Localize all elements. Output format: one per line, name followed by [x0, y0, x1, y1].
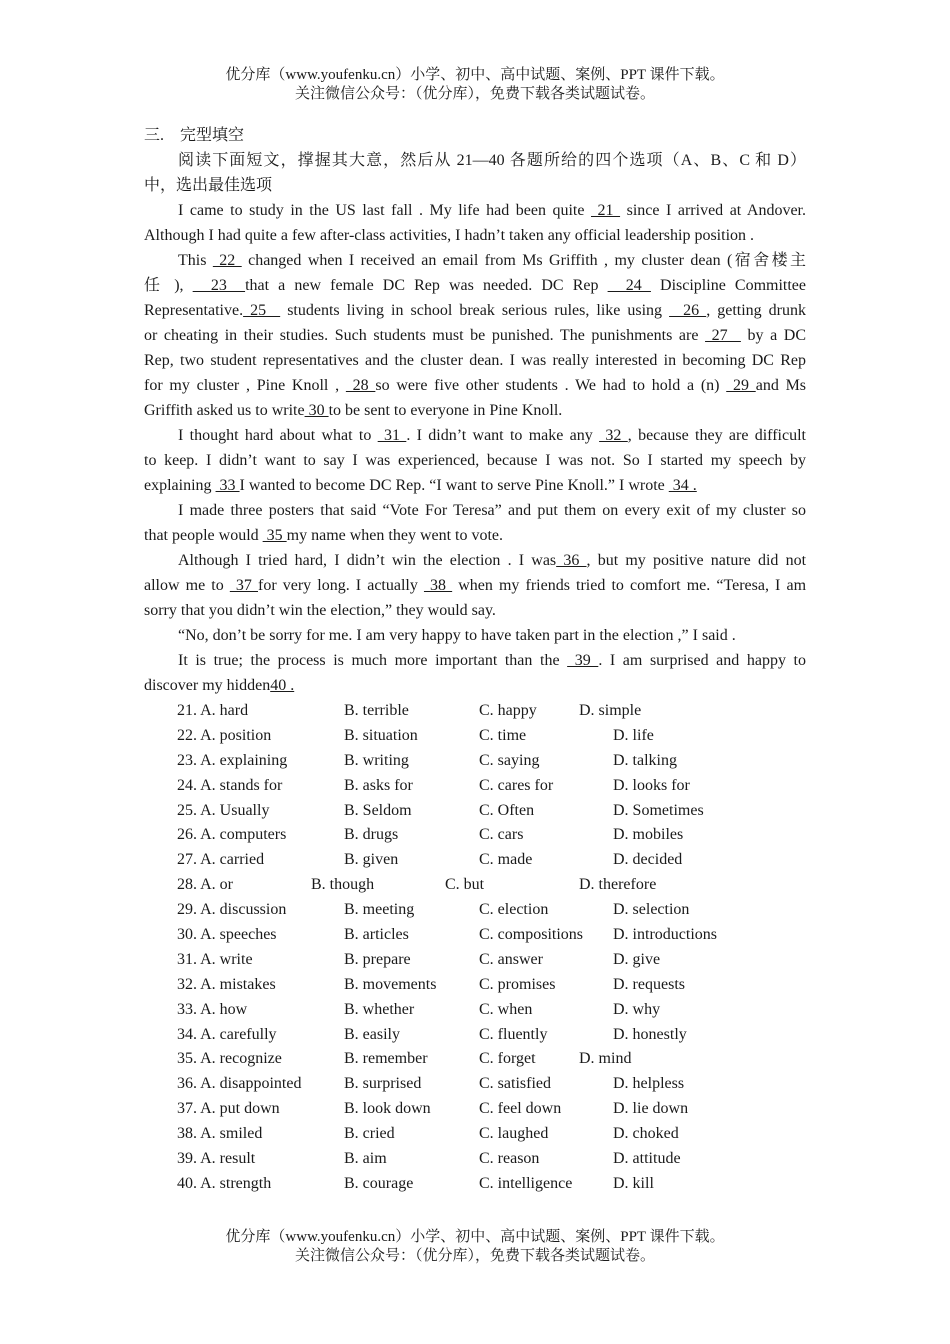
option-d: D. why [613, 1000, 661, 1018]
option-b: B. remember [344, 1050, 428, 1068]
option-row [144, 1071, 806, 1096]
option-row [144, 972, 806, 997]
passage-line [144, 198, 806, 223]
option-c: C. time [479, 726, 527, 744]
passage-text: I came to study in the US last fall . My life had been quite [178, 202, 591, 219]
option-d: D. lie down [613, 1100, 689, 1118]
option-b: B. easily [344, 1025, 400, 1043]
option-row [144, 922, 806, 947]
blank: 37 [229, 577, 258, 594]
option-d: D. mind [579, 1050, 632, 1068]
option-row [144, 1096, 806, 1121]
blank: 34 . [668, 477, 697, 494]
option-c: C. laughed [479, 1125, 549, 1143]
header-line-2: 关注微信公众号：（优分库），免费下载各类试题试卷。 [294, 86, 655, 102]
passage-text: I wanted to become DC Rep. “I want to serve Pine Knoll.” I wrote [239, 477, 669, 494]
option-d: D. selection [613, 901, 690, 919]
option-row [144, 773, 806, 798]
passage-text: that a new female DC Rep was needed. DC Rep [245, 277, 608, 294]
option-b: B. situation [344, 726, 418, 744]
option-c: C. reason [479, 1150, 540, 1168]
passage-text: Griffith asked us to write [144, 402, 305, 419]
option-row [144, 897, 806, 922]
blank: 25 [243, 302, 281, 319]
blank: 39 [567, 652, 599, 669]
option-d: D. give [613, 950, 661, 968]
option-row [144, 847, 806, 872]
passage-line [144, 373, 806, 398]
option-c: C. compositions [479, 926, 584, 944]
blank: 21 [591, 202, 621, 219]
option-c: C. feel down [479, 1100, 562, 1118]
option-c: C. forget [479, 1050, 536, 1068]
option-d: D. honestly [613, 1025, 687, 1043]
option-a: 31. A. write [177, 950, 253, 968]
option-a: 21. A. hard [177, 702, 249, 719]
passage-text: discover my hidden [144, 677, 271, 694]
passage-line [144, 273, 806, 298]
passage-text: when my friends tried to comfort me. “Teresa, I am [452, 577, 807, 594]
option-d: D. mobiles [613, 826, 684, 844]
passage-line [144, 623, 806, 648]
option-c: C. happy [479, 702, 537, 719]
passage-text: that people would [144, 527, 263, 544]
option-b: B. cried [344, 1125, 395, 1143]
passage-text: I thought hard about what to [178, 427, 378, 444]
option-c: C. Often [479, 801, 535, 819]
option-c: C. saying [479, 751, 540, 769]
option-row [144, 698, 806, 723]
option-b: B. Seldom [344, 801, 412, 819]
passage-line [144, 398, 806, 423]
option-row [144, 798, 806, 823]
option-a: 36. A. disappointed [177, 1075, 302, 1093]
option-row [144, 1046, 806, 1071]
option-row [144, 822, 806, 847]
header-line-1: 优分库（www.youfenku.cn）小学、初中、高中试题、案例、PPT 课件下载。 [225, 67, 725, 83]
passage-text: students living in school break serious rules, like using [280, 302, 670, 319]
option-a: 38. A. smiled [177, 1125, 263, 1143]
passage-text: changed when I received an email from Ms Griffith , my cluster dean (宿舍楼主 [241, 252, 806, 269]
passage-line [144, 298, 806, 323]
passage-text: . I didn’t want to make any [406, 427, 600, 444]
option-a: 27. A. carried [177, 851, 265, 869]
option-b: B. drugs [344, 826, 399, 844]
option-c: C. intelligence [479, 1174, 573, 1192]
option-d: D. requests [613, 975, 685, 993]
passage-line [144, 598, 806, 623]
page-header [0, 66, 950, 104]
option-d: D. therefore [579, 876, 657, 894]
option-d: D. kill [613, 1174, 654, 1192]
passage-text: , because they are difficult [627, 427, 806, 444]
option-b: B. courage [344, 1174, 414, 1192]
option-b: B. though [311, 876, 375, 894]
passage-text: , getting drunk [706, 302, 807, 319]
instruction-line-1: 阅读下面短文，撑握其大意，然后从 21—40 各题所给的四个选项（A、B、C 和 D） [178, 152, 806, 169]
option-b: B. given [344, 851, 399, 869]
passage-text: . I am surprised and happy to [598, 652, 807, 669]
passage-text: , but my positive nature did not [586, 552, 807, 569]
blank: 33 [215, 477, 240, 494]
blank: 38 [423, 577, 453, 594]
option-c: C. answer [479, 950, 543, 968]
passage-text: It is true; the process is much more important than the [178, 652, 568, 669]
passage-text: to be sent to everyone in Pine Knoll. [328, 402, 563, 419]
option-row [144, 748, 806, 773]
option-a: 26. A. computers [177, 826, 287, 844]
option-d: D. introductions [613, 926, 717, 944]
passage-text: for very long. I actually [258, 577, 424, 594]
blank: 22 [212, 252, 242, 269]
option-c: C. promises [479, 975, 556, 993]
passage-text: for my cluster , Pine Knoll , [144, 377, 346, 394]
option-a: 24. A. stands for [177, 776, 283, 794]
option-d: D. simple [579, 702, 642, 719]
option-a: 25. A. Usually [177, 801, 270, 819]
passage-text: to keep. I didn’t want to say I was experienced, because I was not. So I started my speech by [144, 452, 806, 469]
passage-text: and Ms [755, 377, 807, 394]
option-b: B. writing [344, 751, 409, 769]
passage-line [144, 223, 806, 248]
option-a: 37. A. put down [177, 1100, 280, 1118]
option-c: C. made [479, 851, 533, 869]
option-row [144, 723, 806, 748]
option-b: B. asks for [344, 776, 413, 794]
option-b: B. terrible [344, 702, 409, 719]
option-a: 29. A. discussion [177, 901, 287, 919]
footer-line-1: 优分库（www.youfenku.cn）小学、初中、高中试题、案例、PPT 课件下载。 [225, 1229, 725, 1245]
option-b: B. surprised [344, 1075, 422, 1093]
option-b: B. meeting [344, 901, 415, 919]
option-row [144, 1121, 806, 1146]
option-a: 33. A. how [177, 1000, 248, 1018]
blank: 27 [705, 327, 741, 344]
cloze-section [144, 123, 806, 1196]
option-c: C. fluently [479, 1025, 548, 1043]
passage-text: Representative. [144, 302, 244, 319]
option-d: D. choked [613, 1125, 679, 1143]
option-b: B. look down [344, 1100, 431, 1118]
option-row [144, 872, 806, 897]
option-row [144, 1171, 806, 1196]
option-row [144, 947, 806, 972]
option-b: B. whether [344, 1000, 415, 1018]
passage-line [144, 248, 806, 273]
passage-text: Although I tried hard, I didn’t win the election . I was [178, 552, 557, 569]
blank: 31 [377, 427, 407, 444]
option-b: B. articles [344, 926, 409, 944]
option-c: C. satisfied [479, 1075, 551, 1093]
passage-line [144, 323, 806, 348]
passage-line [144, 498, 806, 523]
blank: 35 [262, 527, 287, 544]
answer-options [144, 698, 806, 1196]
option-d: D. decided [613, 851, 683, 869]
blank: 36 [556, 552, 587, 569]
passage-text: Although I had quite a few after-class activities, I hadn’t taken any official leadership position . [144, 227, 755, 244]
option-a: 35. A. recognize [177, 1050, 282, 1068]
passage-line [144, 573, 806, 598]
option-a: 40. A. strength [177, 1174, 272, 1192]
option-c: C. cares for [479, 776, 554, 794]
passage-text: This [178, 252, 213, 269]
option-a: 23. A. explaining [177, 751, 288, 769]
option-a: 34. A. carefully [177, 1025, 277, 1043]
blank: 23 [192, 277, 246, 294]
passage-text: Discipline Committee [650, 277, 806, 294]
blank: 24 [607, 277, 651, 294]
passage-text: since I arrived at Andover. [620, 202, 806, 219]
passage-text: explaining [144, 477, 216, 494]
passage-line [144, 348, 806, 373]
option-c: C. cars [479, 826, 524, 844]
option-row [144, 997, 806, 1022]
section-title: 三. 完型填空 [144, 127, 245, 144]
passage-text: 任 ), [144, 277, 193, 294]
blank: 26 [669, 302, 707, 319]
footer-line-2: 关注微信公众号：（优分库），免费下载各类试题试卷。 [294, 1248, 655, 1264]
option-b: B. aim [344, 1150, 387, 1168]
blank: 40 . [270, 677, 295, 694]
blank: 29 [726, 377, 756, 394]
option-a: 22. A. position [177, 726, 272, 744]
option-row [144, 1146, 806, 1171]
passage-text: I made three posters that said “Vote For Teresa” and put them on every exit of my cluster so [178, 502, 806, 519]
passage-text: “No, don’t be sorry for me. I am very happy to have taken part in the election ,” I said . [178, 627, 736, 644]
option-a: 30. A. speeches [177, 926, 277, 944]
option-b: B. movements [344, 975, 437, 993]
option-b: B. prepare [344, 950, 411, 968]
option-d: D. Sometimes [613, 801, 704, 819]
option-c: C. election [479, 901, 549, 919]
passage-line [144, 523, 806, 548]
blank: 32 [599, 427, 628, 444]
passage-text: by a DC [740, 327, 807, 344]
passage-line [144, 423, 806, 448]
option-c: C. but [445, 876, 485, 894]
passage [144, 198, 806, 698]
page-footer [0, 1228, 950, 1266]
passage-line [144, 673, 806, 698]
blank: 28 [345, 377, 376, 394]
passage-line [144, 648, 806, 673]
passage-text: Rep, two student representatives and the cluster dean. I was really interested in becoming DC Rep [144, 352, 806, 369]
passage-text: my name when they went to vote. [286, 527, 504, 544]
passage-line [144, 548, 806, 573]
passage-line [144, 473, 806, 498]
instruction-line-2: 中，选出最佳选项 [144, 177, 273, 194]
option-d: D. helpless [613, 1075, 685, 1093]
option-c: C. when [479, 1000, 533, 1018]
option-d: D. attitude [613, 1150, 681, 1168]
blank: 30 [304, 402, 329, 419]
option-row [144, 1022, 806, 1047]
option-d: D. talking [613, 751, 677, 769]
option-a: 28. A. or [177, 876, 233, 894]
option-a: 32. A. mistakes [177, 975, 276, 993]
option-a: 39. A. result [177, 1150, 256, 1168]
passage-text: so were five other students . We had to hold a (n) [375, 377, 727, 394]
passage-text: allow me to [144, 577, 230, 594]
passage-text: or cheating in their studies. Such students must be punished. The punishments are [144, 327, 706, 344]
passage-text: sorry that you didn’t win the election,” they would say. [144, 602, 496, 619]
option-d: D. life [613, 726, 654, 744]
option-d: D. looks for [613, 776, 690, 794]
passage-line [144, 448, 806, 473]
